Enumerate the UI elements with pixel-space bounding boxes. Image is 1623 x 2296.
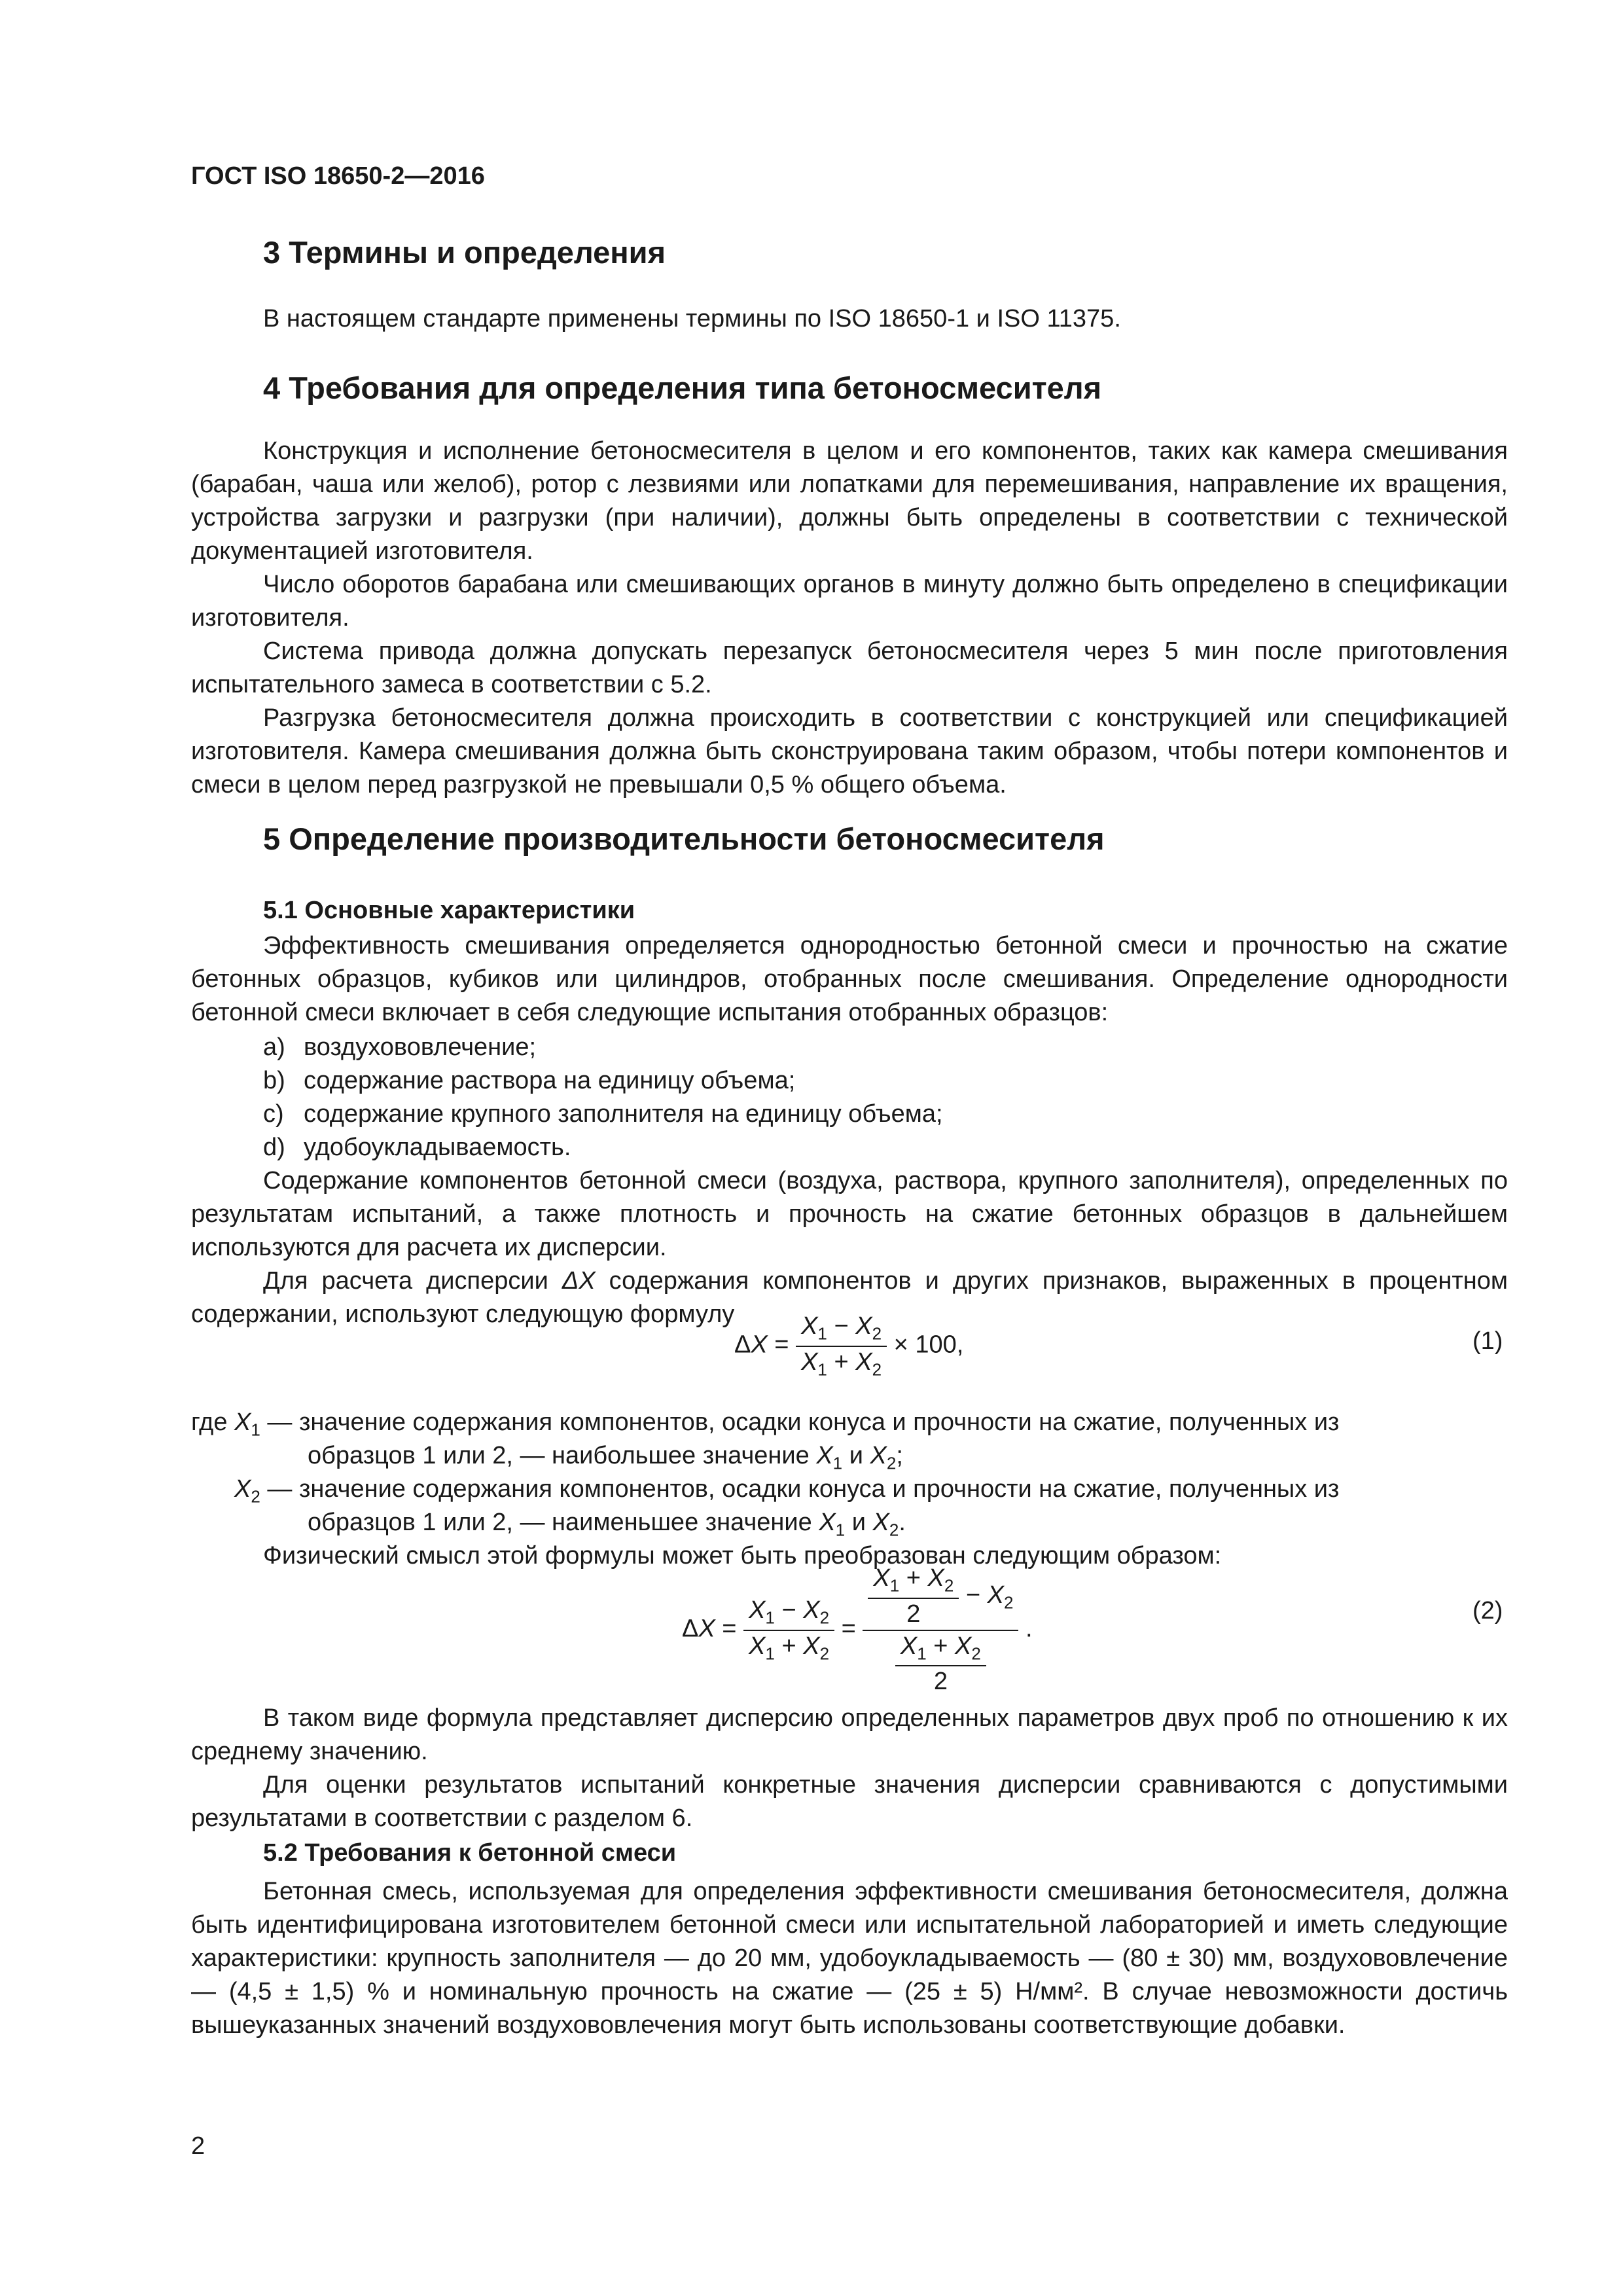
- list-item: b) содержание раствора на единицу объема;: [263, 1067, 796, 1094]
- section-4-title: 4 Требования для определения типа бетоносмесителя: [263, 370, 1102, 405]
- paragraph: Разгрузка бетоносмесителя должна происходить в соответствии с конструкцией или спецификацией изготовителя. Камера смешивания должна быть сконструирована таким образом, чтобы потери компонентов и смеси в целом перед разгрузкой не превышали 0,5 % общего объема.: [191, 704, 1508, 798]
- equation-number-2: (2): [1472, 1597, 1503, 1624]
- where-x2: $X_2$ — значение содержания компонентов, осадки конуса и прочности на сжатие, полученных из: [234, 1475, 1340, 1507]
- section-5-1-body: Содержание компонентов бетонной смеси (воздуха, раствора, крупного заполнителя), определенных по результатам испытаний, а также плотность и прочность на сжатие бетонных образцов в дальнейшем используются для расчета их дисперсии. Для расчета дисперсии ΔX содержания компонентов и других признаков, выраженных в процентном содержании, используют следующую формулу: [191, 1167, 1508, 1328]
- section-5-1-tail: В таком виде формула представляет дисперсию определенных параметров двух проб по отношению к их среднему значению. Для оценки результатов испытаний конкретные значения дисперсии сравниваются с допустимыми результатами в соответствии с разделом 6.: [191, 1704, 1508, 1832]
- subsection-5-2-title: 5.2 Требования к бетонной смеси: [263, 1839, 677, 1867]
- list-item: c) содержание крупного заполнителя на единицу объема;: [263, 1100, 943, 1128]
- where-x2-cont: образцов 1 или 2, — наименьшее значение $X_1$ и $X_2$.: [308, 1509, 906, 1540]
- section-4-body: [191, 435, 1508, 802]
- section-5-1-p4: Физический смысл этой формулы может быть преобразован следующим образом:: [263, 1542, 1222, 1570]
- where-x1: где $X_1$ — значение содержания компонентов, осадки конуса и прочности на сжатие, полученных из: [191, 1408, 1340, 1440]
- page-number: 2: [191, 2132, 205, 2160]
- paragraph: Конструкция и исполнение бетоносмесителя в целом и его компонентов, таких как камера смешивания (барабан, чаша или желоб), ротор с лезвиями или лопатками для перемешивания, направление их вращения, устройства загрузки и разгрузки (при наличии), должны быть определены в соответствии с технической документацией изготовителя.: [191, 437, 1508, 565]
- section-5-title: 5 Определение производительности бетоносмесителя: [263, 821, 1105, 856]
- section-3-title: 3 Термины и определения: [263, 235, 666, 270]
- list-item: a) воздухововлечение;: [263, 1033, 537, 1061]
- paragraph: Число оборотов барабана или смешивающих органов в минуту должно быть определено в спецификации изготовителя.: [191, 571, 1508, 632]
- document-code: ГОСТ ISO 18650-2—2016: [191, 162, 485, 190]
- list-item: d) удобоукладываемость.: [263, 1134, 571, 1161]
- paragraph: Система привода должна допускать перезапуск бетоносмесителя через 5 мин после приготовления испытательного замеса в соответствии с 5.2.: [191, 637, 1508, 698]
- formula-2: ΔX = $\frac{X_1 - X_2}{X_1 + X_2}$ = $\frac{X_1 + X_2}{2}$ − $X_2$ $\frac{X_1 + X_2}{2}$ .: [682, 1564, 1033, 1696]
- formula-1: ΔX = $\frac{X_1 - X_2}{X_1 + X_2}$ × 100,: [734, 1312, 964, 1380]
- where-x1-cont: образцов 1 или 2, — наибольшее значение $X_1$ и $X_2$;: [308, 1442, 903, 1473]
- equation-number-1: (1): [1472, 1327, 1503, 1355]
- section-3-text: В настоящем стандарте применены термины по ISO 18650-1 и ISO 11375.: [263, 305, 1121, 332]
- subsection-5-1-title: 5.1 Основные характеристики: [263, 897, 635, 924]
- section-5-1-intro: Эффективность смешивания определяется однородностью бетонной смеси и прочностью на сжатие бетонных образцов, кубиков или цилиндров, отобранных после смешивания. Определение однородности бетонной смеси включает в себя следующие испытания отобранных образцов:: [191, 932, 1508, 1026]
- section-5-2-body: Бетонная смесь, используемая для определения эффективности смешивания бетоносмесителя, должна быть идентифицирована изготовителем бетонной смеси или испытательной лабораторией и иметь следующие характеристики: крупность заполнителя — до 20 мм, удобоукладываемость — (80 ± 30) мм, воздухововлечение — (4,5 ± 1,5) % и номинальную прочность на сжатие — (25 ± 5) Н/мм². В случае невозможности достичь вышеуказанных значений воздухововлечения могут быть использованы соответствующие добавки.: [191, 1878, 1508, 2039]
